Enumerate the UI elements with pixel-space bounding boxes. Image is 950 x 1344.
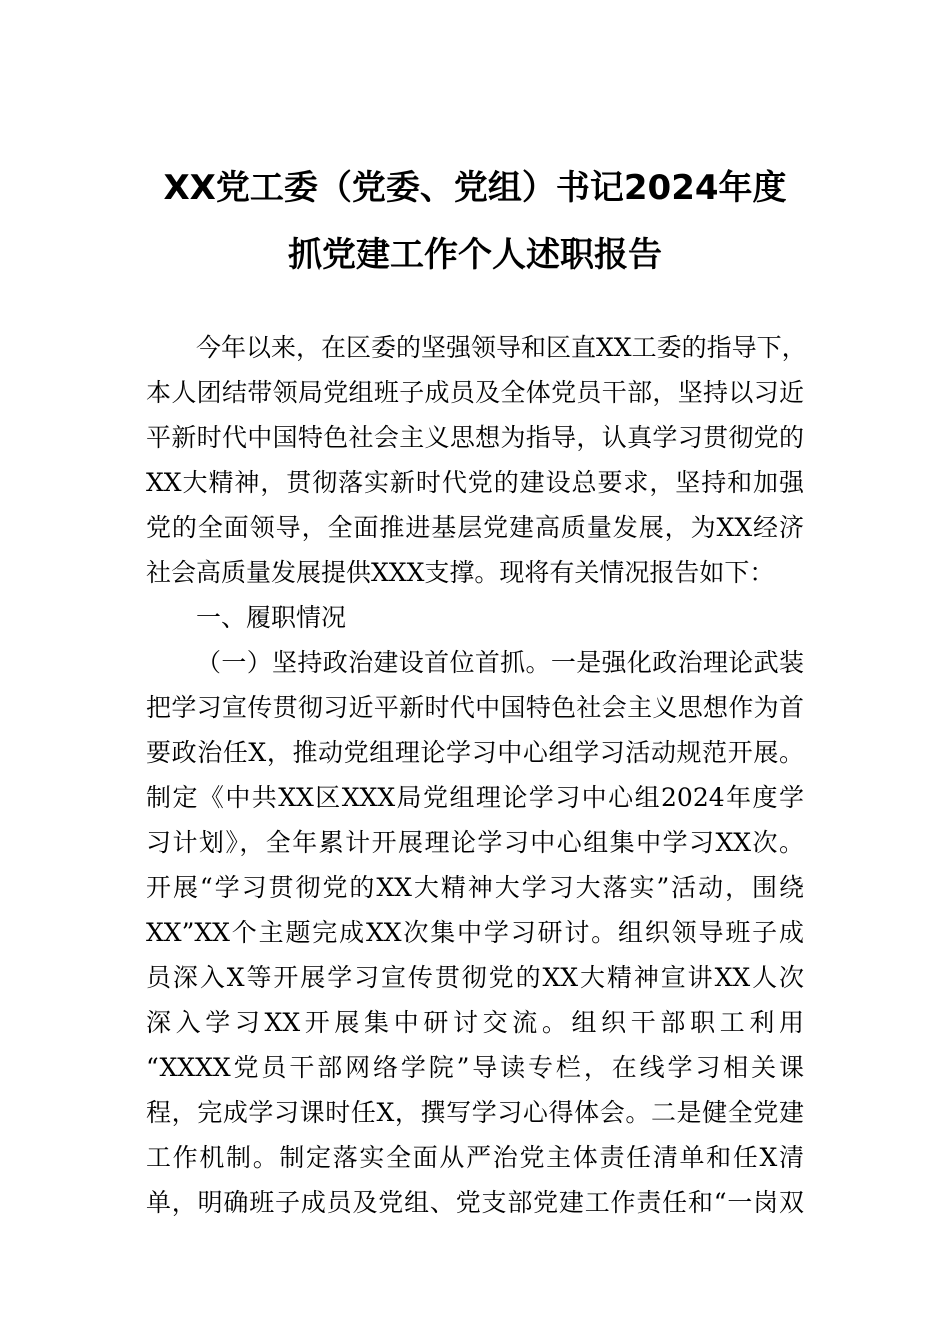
intro-line-3: 平新时代中国特色社会主义思想为指导，认真学习贯彻党的 [146, 423, 804, 452]
section-line-12: 工作机制。制定落实全面从严治党主体责任清单和任X清 [146, 1143, 804, 1172]
intro-line-1: 今年以来，在区委的坚强领导和区直XX工委的指导下， [196, 333, 807, 362]
section-line-3: 要政治任X，推动党组理论学习中心组学习活动规范开展。 [146, 738, 804, 767]
intro-line-6: 社会高质量发展提供XXX支撑。现将有关情况报告如下： [146, 558, 775, 587]
section-line-2: 把学习宣传贯彻习近平新时代中国特色社会主义思想作为首 [146, 693, 804, 722]
section-line-5: 习计划》，全年累计开展理论学习中心组集中学习XX次。 [146, 828, 804, 857]
section-line-10: “XXXX党员干部网络学院”导读专栏，在线学习相关课 [146, 1053, 804, 1082]
document-title-line-1: XX党工委（党委、党组）书记2024年度 [163, 168, 787, 208]
intro-line-4: XX大精神，贯彻落实新时代党的建设总要求，坚持和加强 [146, 468, 804, 497]
section-line-11: 程，完成学习课时任X，撰写学习心得体会。二是健全党建 [146, 1098, 804, 1127]
section-line-8: 员深入X等开展学习宣传贯彻党的XX大精神宣讲XX人次 [146, 963, 804, 992]
section-heading: 一、履职情况 [196, 603, 347, 632]
section-line-13: 单，明确班子成员及党组、党支部党建工作责任和“一岗双 [146, 1188, 804, 1217]
section-line-6: 开展“学习贯彻党的XX大精神大学习大落实”活动，围绕 [146, 873, 804, 902]
intro-line-5: 党的全面领导，全面推进基层党建高质量发展，为XX经济 [146, 513, 804, 542]
section-line-4: 制定《中共XX区XXX局党组理论学习中心组2024年度学 [146, 783, 804, 812]
section-line-9: 深入学习XX开展集中研讨交流。组织干部职工利用 [146, 1008, 804, 1037]
section-line-7: XX”XX个主题完成XX次集中学习研讨。组织领导班子成 [146, 918, 804, 947]
intro-line-2: 本人团结带领局党组班子成员及全体党员干部，坚持以习近 [146, 378, 804, 407]
section-line-1: （一）坚持政治建设首位首抓。一是强化政治理论武装 [196, 648, 804, 677]
document-title-line-2: 抓党建工作个人述职报告 [288, 235, 662, 275]
